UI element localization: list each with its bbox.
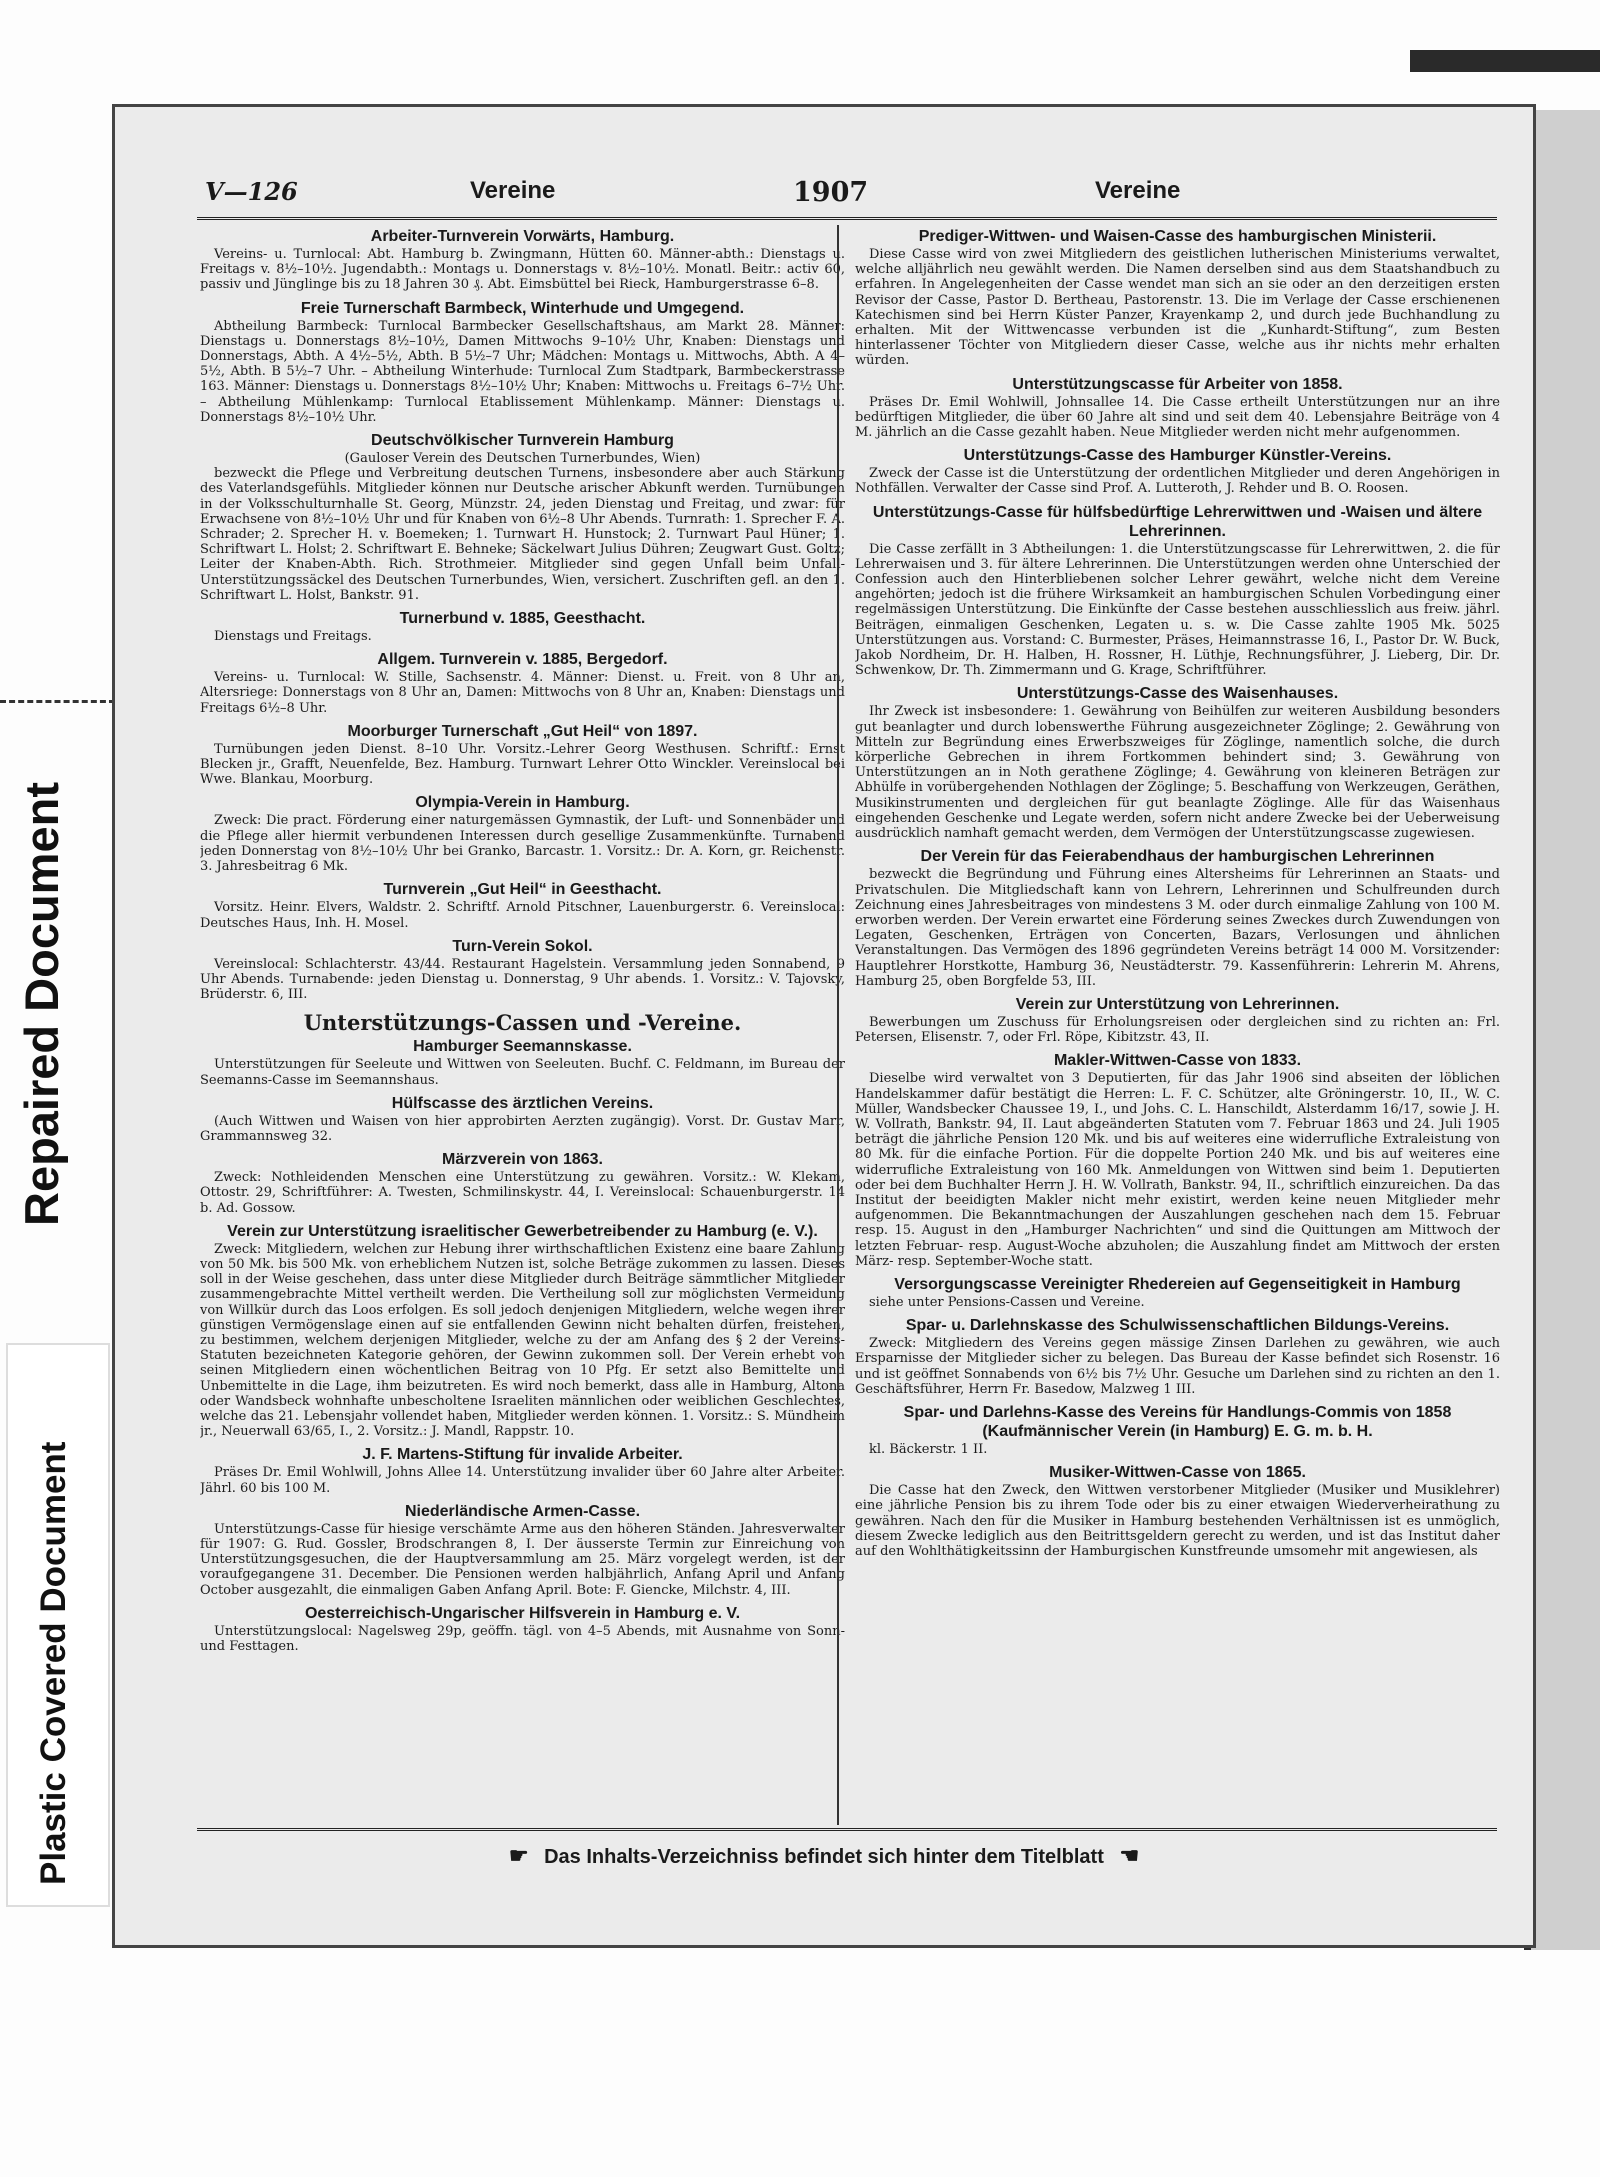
entry-title: Märzverein von 1863. <box>442 1151 603 1169</box>
entry-body: bezweckt die Begründung und Führung eines Altersheims für Lehrerinnen an Staats- und Privatschulen. Die Mitgliedschaft kann von Lehrern, Lehrerinnen und Schulfreunden durch Zeichnung eines Jahresbeitrages von mindestens 3 M. oder durch einmalige Zahlung von 100 M. erworben werden. Der Verein erwartet eine Förderung seines Zweckes durch Zuwendungen von Legaten, Geschenken, Erträgen von Concerten, Bazars, Verlosungen und ähnlichen Veranstaltungen. Das Vermögen des 1896 gegründeten Vereins beträgt 14 000 M. Vorsitzender: Hauptlehrer Horstkotte, Hamburg 36, Neustädterstr. 79. Kassenführerin: Lehrerin M. Ahrens, Hamburg 25, oben Borgfelde 53, III. <box>855 867 1500 989</box>
entry-body: Die Casse hat den Zweck, den Wittwen verstorbener Mitglieder (Musiker und Musiklehrer) eine jährliche Pension bis zu ihrem Tode oder bis zu einer etwaigen Wiederverheirathung zu gewähren. Nach den für die Musiker in Hamburg bestehenden Verhältnissen ist es unmöglich, diesem Zwecke lediglich aus den Beitrittsgeldern gerecht zu werden, und ist das Institut daher auf den Wohlthätigkeitssinn der Hamburgischen Kunstfreunde umsomehr mit angewiesen, als <box>855 1483 1500 1559</box>
entry <box>855 446 1500 496</box>
entry-title: Unterstützungscasse für Arbeiter von 1858. <box>1012 375 1343 393</box>
entry-body: Vereinslocal: Schlachterstr. 43/44. Restaurant Hagelstein. Versammlung jeden Sonnabend, 9 Uhr Abends. Turnabende: jeden Dienstag u. Donnerstag, 9 Uhr abends. 1. Vorsitz.: V. Tajovsky, Brüderstr. 6, III. <box>200 956 845 1003</box>
entry-body: Unterstützungs-Casse für hiesige verschämte Arme aus den höheren Ständen. Jahresverwalter für 1907: G. Rud. Gossler, Brodschrangen 8, I. Der äusserste Termin zur Einreichung von Unterstützungsgesuchen, die der Hauptversammlung am 25. März vorgelegt werden, ist der voraufgegangene 31. December. Die Pensionen werden halbjährlich, Anfang April und Anfang October ausgezahlt, die einmaligen Gaben Anfang April. Bote: F. Giencke, Milchstr. 4, III. <box>200 1521 845 1598</box>
entry-body: Zweck: Mitgliedern des Vereins gegen mässige Zinsen Darlehen zu gewähren, wie auch Ersparnisse der Mitglieder sicher zu belegen. Das Bureau der Kasse befindet sich Rosenstr. 16 und ist geöffnet Sonnabends von 6½ bis 7½ Uhr. Gesuche um Darlehen sind zu richten an den 1. Geschäftsführer, Herrn Fr. Basedow, Malzweg 1 III. <box>855 1336 1500 1397</box>
entry-title: Allgem. Turnverein v. 1885, Bergedorf. <box>377 651 668 669</box>
entry-title: Spar- und Darlehns-Kasse des Vereins für Handlungs-Commis von 1858 (Kaufmännischer Verein (in Hamburg) E. G. m. b. H. <box>903 1403 1452 1440</box>
footer-text: Das Inhalts-Verzeichniss befindet sich hinter dem Titelblatt <box>544 1846 1104 1868</box>
entry-title: Hülfscasse des ärztlichen Vereins. <box>391 1094 654 1112</box>
entry <box>855 375 1500 441</box>
entry-title: Verein zur Unterstützung israelitischer Gewerbetreibender zu Hamburg (e. V.). <box>227 1222 818 1240</box>
entry-title: Freie Turnerschaft Barmbeck, Winterhude und Umgegend. <box>300 299 745 317</box>
entry <box>855 1403 1500 1457</box>
left-column <box>200 225 845 1825</box>
entry <box>855 503 1500 679</box>
entry <box>200 431 845 603</box>
entry <box>200 1150 845 1216</box>
entry-title: Der Verein für das Feierabendhaus der hamburgischen Lehrerinnen <box>920 848 1435 866</box>
header-right-title: Vereine <box>1095 177 1181 204</box>
entry <box>200 1094 845 1144</box>
footer-rule <box>197 1828 1497 1831</box>
entry <box>855 227 1500 369</box>
entry-body: Bewerbungen um Zuschuss für Erholungsreisen oder dergleichen sind zu richten an: Frl. Petersen, Elisenstr. 7, oder Frl. Röpe, Kibitzstr. 43, II. <box>855 1014 1500 1046</box>
entry-body: Die Casse zerfällt in 3 Abtheilungen: 1. die Unterstützungscasse für Lehrerwittwen, 2. die für Lehrerwaisen und 3. für ältere Lehrerinnen. Die Unterstützungen werden ohne Unterschied der Confession auch den Hinterbliebenen solcher Lehrer gewährt, welche nicht dem Vereine angehörten; jedoch ist die frühere Wirksamkeit an hamburgischen Schulen Vorbedingung einer regelmässigen Unterstützung. Die Einkünfte der Casse bestehen ausschliesslich aus freiw. jährl. Beiträgen, einmaligen Geschenken, Legaten u. s. w. Die Casse zahlte 1905 Mk. 5025 Unterstützungen aus. Vorstand: C. Burmester, Präses, Heimannstrasse 16, I., Pastor Dr. W. Buck, Jakob Nordheim, Dr. H. Halben, H. Rossner, H. Lüthje, Rechnungsführer, J. Lieberg, Dir. Dr. Schwenkow, Dr. Th. Zimmermann und G. Krage, Schriftführer. <box>855 541 1500 679</box>
entry-subtitle: (Gauloser Verein des Deutschen Turnerbundes, Wien) <box>344 451 701 467</box>
entry-body: Zweck: Mitgliedern, welchen zur Hebung ihrer wirthschaftlichen Existenz eine baare Zahlung von 50 Mk. bis 500 Mk. von erheblichem Nutzen ist, solche Beträge zukommen zu lassen. Dieses soll in der Weise geschehen, dass unter diese Mitglieder durch Beiträge sämmtlicher Mitglieder zusammengebrachte Mittel vertheilt werden. Die Vertheilung soll zur möglichsten Vermeidung von Willkür durch das Loos erfolgen. Es soll jedoch denjenigen Mitgliedern, welche wegen ihrer günstigen Vermögenslage einen auf sie entfallenden Gewinn nicht behalten dürfen, freistehen, zu bestimmen, welchem derjenigen Mitglieder, welche zu der am Anfang des § 2 der Vereins-Statuten bezeichneten Kategorie gehören, der Gewinn zukommen soll. Der Verein erhebt von seinen Mitgliedern einen wöchentlichen Beitrag von 10 Pfg. Er setzt also Bemittelte und Unbemittelte in die Lage, ihm beizutreten. Es wird noch bemerkt, dass alle in Hamburg, Altona oder Wandsbeck wohnhafte unbescholtene Israeliten männlichen oder weiblichen Geschlechtes, welche das 21. Lebensjahr vollendet haben, Mitglieder werden können. 1. Vorsitz.: S. Mündheim jr., Neuerwall 63/65, I., 2. Vorsitz.: J. Mandl, Rappstr. 10. <box>200 1241 845 1440</box>
entry <box>200 1037 845 1087</box>
scan-dark-edge <box>1410 50 1600 72</box>
section-group-heading: Unterstützungs-Cassen und -Vereine. <box>303 1010 742 1036</box>
entry-title: Niederländische Armen-Casse. <box>404 1502 641 1520</box>
entry-body: Zweck der Casse ist die Unterstützung der ordentlichen Mitglieder und deren Angehörigen in Nothfällen. Verwalter der Casse sind Prof. A. Lutteroth, J. Rehder und B. O. Roosen. <box>855 466 1500 497</box>
entry <box>200 1445 845 1495</box>
entry-title: J. F. Martens-Stiftung für invalide Arbeiter. <box>362 1446 683 1464</box>
entry-title: Spar- u. Darlehnskasse des Schulwissenschaftlichen Bildungs-Vereins. <box>905 1317 1450 1335</box>
header-rule <box>197 217 1497 220</box>
entry <box>855 995 1500 1045</box>
entry-title: Verein zur Unterstützung von Lehrerinnen. <box>1015 995 1340 1013</box>
entry-title: Turnverein „Gut Heil“ in Geesthacht. <box>383 881 662 899</box>
entry-title: Arbeiter-Turnverein Vorwärts, Hamburg. <box>370 228 675 245</box>
entry <box>200 793 845 874</box>
entry-body: bezweckt die Pflege und Verbreitung deutschen Turnens, insbesondere aber auch Stärkung des Vaterlandsgefühls. Mitglieder können nur Deutsche arischer Abkunft werden. Turnübungen in der Volksschulturnhalle St. Georg, Münzstr. 24, jeden Dienstag und Freitag, und zwar: für Erwachsene von 8½–10½ Uhr und für Knaben von 6½–8 Uhr Abends. Turnrath: 1. Sprecher F. A. Schrader; 2. Sprecher H. v. Boemeken; 1. Turnwart H. Hunstock; 2. Turnwart Paul Hüner; 1. Schriftwart L. Holst; 2. Schriftwart E. Behneke; Säckelwart Julius Dühren; Zeugwart Gust. Goltz; Leiter der Knaben-Abth. Rich. Strothmeier. Mitglieder sind gegen Unfall beim Unfall-Unterstützungssäckel des Deutschen Turnerbundes, Wien, versichert. Zuschriften gefl. an den 1. Schriftwart L. Holst, Bankstr. 91. <box>200 466 845 603</box>
entry-body: Vereins- u. Turnlocal: W. Stille, Sachsenstr. 4. Männer: Dienst. u. Freit. von 8 Uhr an, Altersriege: Donnerstags von 8 Uhr an, Damen: Mittwochs von 8 Uhr an, Knaben: Dienstags und Freitags 6½–8 Uhr. <box>200 670 845 716</box>
entry-body: Dieselbe wird verwaltet von 3 Deputierten, für das Jahr 1906 sind abseiten der löblichen Handelskammer dafür bestätigt die Herren: L. F. C. Schützer, alte Gröningerstr. 10, II., W. C. Müller, Wandsbecker Chaussee 19, I., und Johs. C. L. Hanschildt, Alsterdamm 16/17, sowie J. H. W. Vollrath, Bankstr. 94, II. Laut abgeänderten Statuten vom 7. Februar 1863 und 24. Juli 1905 beträgt die jährliche Pension 120 Mk. und bis auf weiteres eine widerrufliche Extraleistung von 80 Mk. für die einfache Portion. Für die doppelte Portion 240 Mk. und bis auf weiteres eine widerrufliche Extraleistung von 160 Mk. Anmeldungen von Wittwen sind beim 1. Deputierten oder bei dem Buchhalter Herrn J. H. W. Vollrath, Bankstr. 94, II., schriftlich einzureichen. Da das Institut der beeidigten Makler nicht mehr existirt, werden keine neuen Mitglieder mehr aufgenommen. Die Bekanntmachungen der Auszahlungen geschehen nach dem 15. Februar resp. 15. August in den „Hamburger Nachrichten“ und sind die Quittungen am Mittwoch der letzten Februar- resp. August-Woche abzuholen; die Auszahlung findet am Mittwoch der ersten März- resp. September-Woche statt. <box>855 1071 1500 1269</box>
entry-body: Unterstützungslocal: Nagelsweg 29p, geöffn. tägl. von 4–5 Abends, mit Ausnahme von Sonn- und Festtagen. <box>200 1623 845 1654</box>
entry <box>200 880 845 930</box>
entry-title: Makler-Wittwen-Casse von 1833. <box>1053 1052 1302 1070</box>
plastic-covered-document-label: Plastic Covered Document <box>34 1441 73 1885</box>
entry <box>855 1316 1500 1397</box>
entry <box>200 609 845 644</box>
entry-title: Oesterreichisch-Ungarischer Hilfsverein in Hamburg e. V. <box>304 1604 741 1622</box>
entry-title: Unterstützungs-Casse für hülfsbedürftige Lehrerwittwen und -Waisen und ältere Lehrerinnen. <box>872 503 1483 540</box>
entry-title: Musiker-Wittwen-Casse von 1865. <box>1049 1464 1306 1482</box>
column-divider <box>837 225 839 1825</box>
entry-body: (Auch Wittwen und Waisen von hier approbirten Aerzten zugängig). Vorst. Dr. Gustav Marr, Grammannsweg 32. <box>200 1113 845 1144</box>
entry-title: Unterstützungs-Casse des Hamburger Künstler-Vereins. <box>963 447 1392 465</box>
entry <box>200 1604 845 1654</box>
entry-body: Vorsitz. Heinr. Elvers, Waldstr. 2. Schriftf. Arnold Pitschner, Lauenburgerstr. 6. Vereinslocal: Deutsches Haus, Inh. H. Mosel. <box>200 900 845 931</box>
entry-title: Prediger-Wittwen- und Waisen-Casse des hamburgischen Ministerii. <box>918 228 1437 245</box>
entry <box>200 1222 845 1440</box>
entry-body: Unterstützungen für Seeleute und Wittwen von Seeleuten. Buchf. C. Feldmann, im Bureau der Seemanns-Casse im Seemannshaus. <box>200 1057 845 1088</box>
entry <box>855 1463 1500 1559</box>
entry <box>200 722 845 788</box>
page-number: V—126 <box>205 177 298 206</box>
footer-note <box>115 1843 1533 1869</box>
right-column <box>855 225 1500 1825</box>
entry-body: Zweck: Nothleidenden Menschen eine Unterstützung zu gewähren. Vorsitz.: W. Klekam, Ottostr. 29, Schriftführer: A. Twesten, Schmilinskystr. 44, I. Vereinslocal: Schauenburgerstr. 14 b. Ad. Gossow. <box>200 1170 845 1216</box>
entry-title: Olympia-Verein in Hamburg. <box>415 794 630 812</box>
entry-title: Moorburger Turnerschaft „Gut Heil“ von 1897. <box>347 722 698 740</box>
header-left-title: Vereine <box>470 177 556 204</box>
dashed-marker <box>0 700 115 703</box>
entry-title: Turnerbund v. 1885, Geesthacht. <box>399 610 646 628</box>
entry-title: Turn-Verein Sokol. <box>452 937 593 955</box>
entry <box>200 227 845 293</box>
entry-body: Vereins- u. Turnlocal: Abt. Hamburg b. Zwingmann, Hütten 60. Männer-abth.: Dienstags u. Freitags v. 8½–10½. Jugendabth.: Montags u. Donnerstags v. 8½–10½. Monatl. Beitr.: activ 60, passiv und Jünglinge bis zu 18 Jahren 30 ₰. Abt. Eimsbüttel bei Rieck, Hamburgerstrasse 6–8. <box>200 247 845 293</box>
entry-body: Diese Casse wird von zwei Mitgliedern des geistlichen lutherischen Ministeriums verwaltet, welche alljährlich neu gewählt werden. Die Namen derselben sind aus dem Staatshandbuch zu erfahren. In Angelegenheiten der Casse wendet man sich an sie oder an den derzeitigen ersten Revisor der Casse, Pastor D. Bertheau, Pastorenstr. 13. Die im Verlage der Casse erschienenen Katechismen sind bei Herrn Küster Panzer, Krayenkamp 2, und durch jede Buchhandlung zu erhalten. Mit der Wittwencasse verbunden ist die „Kunhardt-Stiftung“, zum Besten hinterlassener Töchter von Mitgliedern dieser Casse, welche aus ihr nichts mehr erhalten würden. <box>855 247 1500 369</box>
entry-body: kl. Bäckerstr. 1 II. <box>869 1441 988 1457</box>
entry-body: Dienstags und Freitags. <box>214 629 372 645</box>
document-page <box>112 104 1536 1948</box>
pointing-hand-right-icon: ☛ <box>508 1843 529 1868</box>
entry <box>200 1502 845 1598</box>
entry <box>855 847 1500 989</box>
repaired-document-label: Repaired Document <box>15 782 68 1226</box>
entry-title: Versorgungscasse Vereinigter Rhedereien auf Gegenseitigkeit in Hamburg <box>894 1275 1461 1293</box>
entry <box>855 1051 1500 1269</box>
entry-body: Ihr Zweck ist insbesondere: 1. Gewährung von Beihülfen zur weiteren Ausbildung besonders gut beanlagter und durch lobenswerthe Führung ausgezeichneter Zöglinge; 2. Gewährung von Mitteln zur Begründung eines Erwerbszweiges für Zöglinge, namentlich solche, die durch körperliche Gebrechen in ihrem Fortkommen behindert sind; 3. Gewährung von Unterstützungen an in Noth gerathene Zöglinge; 4. Gewährung von kleineren Beträgen zur Abhülfe in vorübergehenden Nothlagen der Zöglinge; 5. Beschaffung von Werkzeugen, Geräthen, Musikinstrumenten und dergleichen für gut beanlagte Zöglinge. Alle für das Waisenhaus eingehenden Geschenke und Legate werden, sofern nicht andere Zwecke bei der Ueberweisung ausdrücklich namhaft gemacht werden, dem Vermögen der Unterstützungscasse zugewiesen. <box>855 704 1500 842</box>
entry <box>200 650 845 716</box>
entry <box>200 299 845 425</box>
entry-body: Präses Dr. Emil Wohlwill, Johns Allee 14. Unterstützung invalider über 60 Jahre alter Arbeiter. Jährl. 60 bis 100 M. <box>200 1465 845 1496</box>
pointing-hand-left-icon: ☚ <box>1119 1843 1140 1868</box>
entry <box>855 1275 1500 1310</box>
entry-body: Abtheilung Barmbeck: Turnlocal Barmbecker Gesellschaftshaus, am Markt 28. Männer: Dienstags u. Donnerstags 8½–10½, Damen Mittwochs 9–10½ Uhr, Knaben: Dienstags und Donnerstags, Abth. A 4½–5½, Abth. B 5½–7 Uhr; Mädchen: Montags u. Mittwochs, Abth. A 4–5½, Abth. B 5½–7 Uhr. – Abtheilung Winterhude: Turnlocal Zum Stadtpark, Barmbeckerstrasse 163. Männer: Dienstags u. Donnerstags 8½–10½ Uhr; Knaben: Mittwochs u. Freitags 6–7½ Uhr. – Abtheilung Mühlenkamp: Turnlocal Etablissement Mühlenkamp. Männer: Dienstags u. Donnerstags 8½–10½ Uhr. <box>200 318 845 425</box>
entry-title: Unterstützungs-Casse des Waisenhauses. <box>1016 685 1339 703</box>
entry <box>200 937 845 1003</box>
running-header <box>115 177 1533 217</box>
entry-title: Deutschvölkischer Turnverein Hamburg <box>371 432 674 450</box>
entry <box>855 684 1500 841</box>
entry-body: Zweck: Die pract. Förderung einer naturgemässen Gymnastik, der Luft- und Sonnenbäder und die Pflege aller hiermit verbundenen Interessen durch gesellige Zusammenkünfte. Turnabend jeden Donnerstag von 8½–10½ Uhr bei Granko, Barcastr. 1. Vorsitz.: Dr. A. Korn, gr. Reichenstr. 3. Jahresbeitrag 6 Mk. <box>200 813 845 875</box>
header-year: 1907 <box>793 177 869 208</box>
entry-body: Turnübungen jeden Dienst. 8–10 Uhr. Vorsitz.-Lehrer Georg Westhusen. Schriftf.: Ernst Blecken jr., Grafft, Neuenfelde, Bez. Hamburg. Turnwart Lehrer Otto Winckler. Vereinslocal bei Wwe. Blankau, Moorburg. <box>200 741 845 788</box>
entry-title: Hamburger Seemannskasse. <box>413 1038 632 1056</box>
entry-body: siehe unter Pensions-Cassen und Vereine. <box>869 1294 1145 1310</box>
entry-body: Präses Dr. Emil Wohlwill, Johnsallee 14. Die Casse ertheilt Unterstützungen nur an ihre bedürftigen Mitglieder, die über 60 Jahre alt sind und seit dem 40. Lebensjahre Beiträge von 4 M. jährlich an die Casse gezahlt haben. Neue Mitglieder werden nicht mehr aufgenommen. <box>855 394 1500 441</box>
